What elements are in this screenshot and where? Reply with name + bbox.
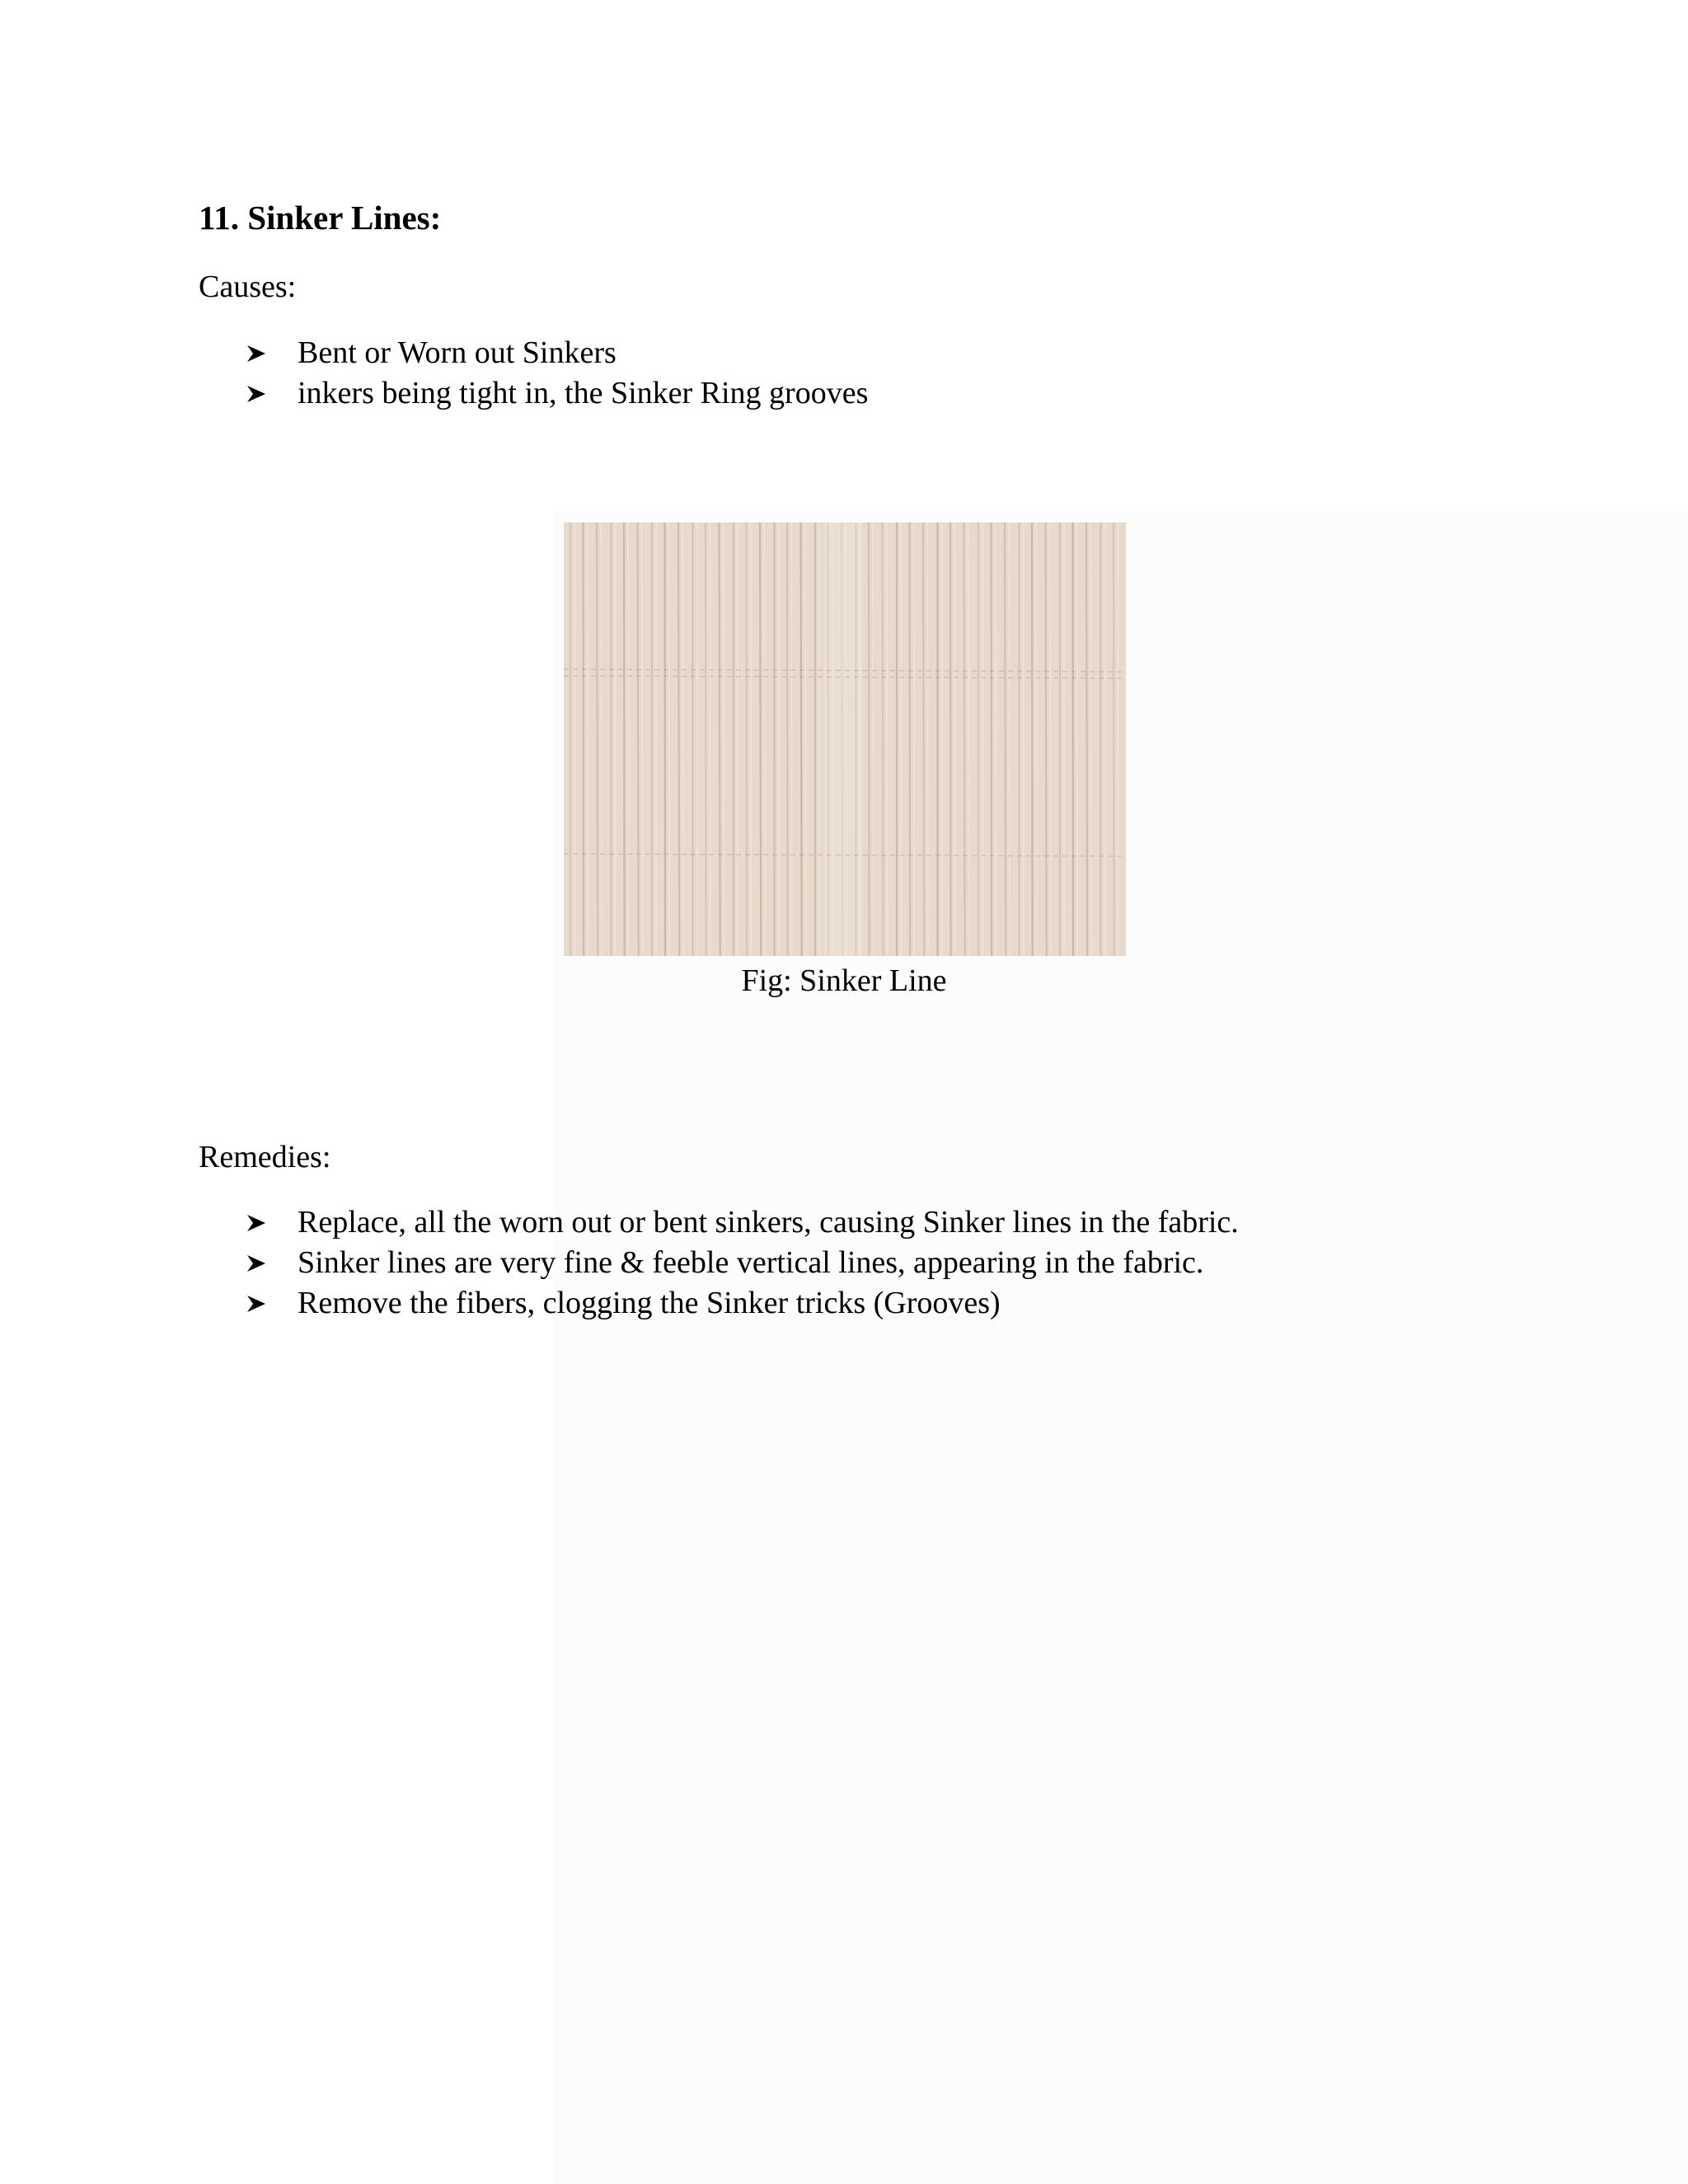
fabric-rib-line [869,523,870,956]
fabric-rib-line [665,523,666,956]
fabric-rib-line [801,523,802,956]
remedies-label: Remedies: [199,1140,331,1174]
section-heading: 11. Sinker Lines: [199,199,442,237]
fabric-rib-line [760,523,761,956]
arrowhead-bullet-icon [247,1283,272,1324]
fabric-rib-line [910,523,911,956]
fabric-rib-line [1073,523,1074,956]
sinker-line-band [824,523,862,956]
fabric-rib-highlight [873,523,874,956]
fabric-rib-highlight [1090,523,1091,956]
arrowhead-bullet-icon [247,373,272,414]
fabric-rib-line [964,523,965,956]
fabric-rib-highlight [1009,523,1010,956]
fabric-rib-line [950,523,951,956]
fabric-texture [564,523,1126,956]
fabric-rib-highlight [914,523,915,956]
fabric-rib-highlight [791,523,792,956]
fabric-rib-highlight [805,523,806,956]
fabric-rib-highlight [954,523,955,956]
sinker-line-fabric-image [564,523,1126,956]
fabric-rib-line [1032,523,1033,956]
fabric-rib-highlight [751,523,752,956]
fabric-rib-highlight [682,523,683,956]
fabric-rib-line [638,523,639,956]
fabric-rib-highlight [642,523,643,956]
fabric-rib-highlight [669,523,670,956]
fabric-rib-highlight [1050,523,1051,956]
fabric-rib-line [1046,523,1047,956]
fabric-rib-highlight [968,523,969,956]
fabric-rib-line [1086,523,1087,956]
fabric-rib-highlight [927,523,928,956]
fabric-rib-highlight [887,523,888,956]
fabric-rib-line [678,523,679,956]
fabric-rib-highlight [764,523,765,956]
cause-text: Bent or Worn out Sinkers [298,335,617,370]
fabric-rib-highlight [1077,523,1078,956]
fabric-rib-line [1005,523,1006,956]
fabric-rib-line [923,523,924,956]
arrowhead-bullet-icon [247,1243,272,1283]
causes-label: Causes: [199,269,297,304]
figure-caption: Fig: Sinker Line [741,963,947,998]
remedy-text: Replace, all the worn out or bent sinkers, causing Sinker lines in the fabric. [298,1205,1239,1240]
arrowhead-bullet-icon [247,1202,272,1243]
fabric-rib-highlight [1036,523,1037,956]
fabric-rib-highlight [601,523,602,956]
fabric-rib-line [787,523,788,956]
remedy-text: Remove the fibers, clogging the Sinker tricks (Grooves) [298,1286,1001,1320]
cause-text: inkers being tight in, the Sinker Ring grooves [298,376,869,410]
fabric-rib-line [883,523,884,956]
fabric-rib-line [597,523,598,956]
fabric-rib-line [624,523,625,956]
fabric-rib-highlight [628,523,629,956]
arrowhead-bullet-icon [247,333,272,373]
fabric-rib-line [747,523,748,956]
remedy-text: Sinker lines are very fine & feeble vertical lines, appearing in the fabric. [298,1245,1204,1280]
